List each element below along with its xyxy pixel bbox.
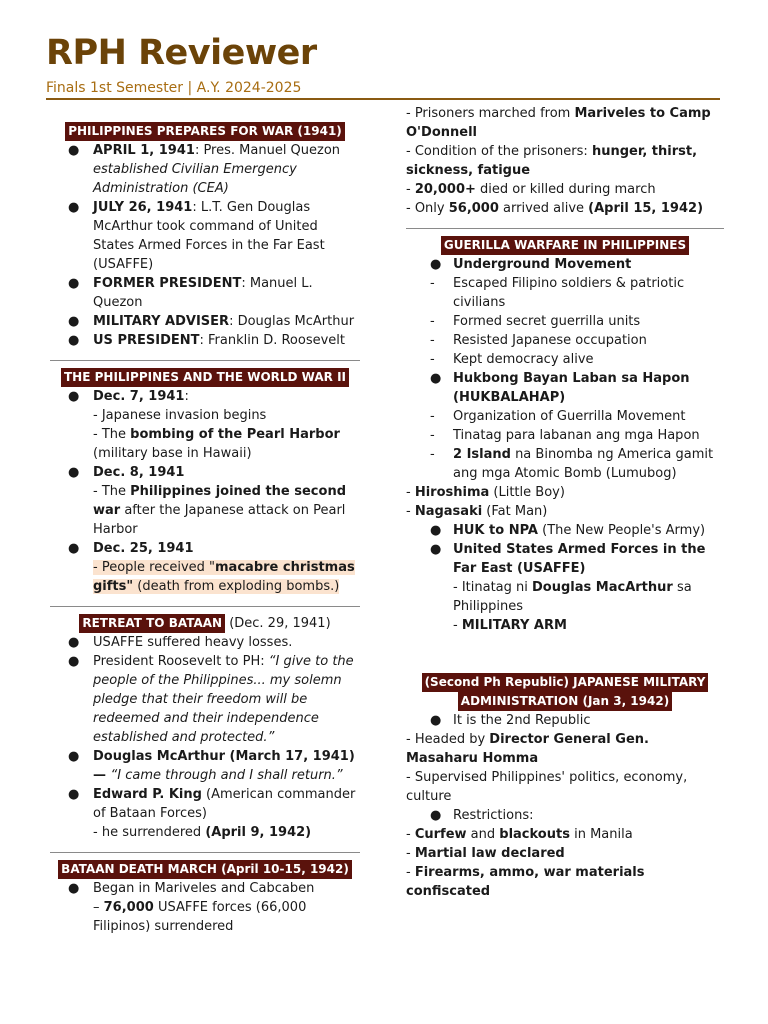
bullet-icon: ● [68, 333, 80, 348]
text-line: - Condition of the prisoners: hunger, thirst, sickness, fatigue [406, 144, 698, 178]
section-heading: BATAAN DEATH MARCH (April 10-15, 1942) [58, 860, 352, 879]
left-column [50, 122, 360, 936]
text-line: - 20,000+ died or killed during march [406, 182, 656, 197]
list-item: ● US PRESIDENT: Franklin D. Roosevelt [68, 333, 346, 348]
text-line: - Curfew and blackouts in Manila [406, 827, 633, 842]
dash-marker: - [430, 276, 435, 291]
section-divider [50, 606, 360, 607]
list-item: - Organization of Guerrilla Movement [430, 409, 686, 424]
bullet-icon: ● [68, 276, 80, 291]
list-item: ● JULY 26, 1941: L.T. Gen Douglas McArthur took command of United States Armed Forces in the Far East (USAFFE) [68, 200, 325, 272]
text-line: - Headed by Director General Gen. Masaharu Homma [406, 732, 649, 766]
header-rule [46, 98, 720, 100]
bullet-icon: ● [68, 389, 80, 404]
bullet-icon: ● [68, 654, 80, 669]
section-heading: (Second Ph Republic) JAPANESE MILITARY [422, 673, 709, 692]
list-item: ● It is the 2nd Republic [430, 713, 591, 728]
list-item: ● Restrictions: [430, 808, 534, 823]
bullet-icon: ● [430, 808, 442, 823]
page-title: RPH Reviewer [46, 33, 317, 73]
section-heading: PHILIPPINES PREPARES FOR WAR (1941) [65, 122, 345, 141]
list-item: ● Dec. 7, 1941: - Japanese invasion begins - The bombing of the Pearl Harbor (military base in Hawaii) [68, 389, 340, 461]
list-item: - Escaped Filipino soldiers & patriotic civilians [430, 276, 685, 310]
list-item: ● United States Armed Forces in the Far East (USAFFE) - Itinatag ni Douglas MacArthur sa Philippines - MILITARY ARM [430, 542, 706, 633]
section-divider [50, 852, 360, 853]
text-line: - Firearms, ammo, war materials confiscated [406, 865, 645, 899]
list-item: - Kept democracy alive [430, 352, 594, 367]
dash-marker: - [430, 333, 435, 348]
section-heading-row [50, 368, 360, 387]
bullet-icon: ● [68, 143, 80, 158]
section-heading-row [50, 122, 360, 141]
list-item: - Tinatag para labanan ang mga Hapon [430, 428, 700, 443]
list-item: - Formed secret guerrilla units [430, 314, 641, 329]
dash-marker: - [430, 409, 435, 424]
bullet-icon: ● [430, 523, 442, 538]
bullet-icon: ● [68, 465, 80, 480]
bullet-icon: ● [430, 371, 442, 386]
list-item: ● Edward P. King (American commander of Bataan Forces) - he surrendered (April 9, 1942) [68, 787, 356, 840]
text-line: - Only 56,000 arrived alive (April 15, 1942) [406, 201, 704, 216]
list-item: - Resisted Japanese occupation [430, 333, 647, 348]
list-item: - 2 Island na Binomba ng America gamit ang mga Atomic Bomb (Lumubog) [430, 447, 714, 481]
bullet-icon: ● [68, 541, 80, 556]
bullet-icon: ● [430, 257, 442, 272]
dash-marker: - [430, 447, 435, 462]
text-line: - Hiroshima (Little Boy) [406, 485, 565, 500]
bullet-icon: ● [68, 749, 80, 764]
list-item: ● USAFFE suffered heavy losses. [68, 635, 293, 650]
text-line: - Nagasaki (Fat Man) [406, 504, 548, 519]
list-item: ● MILITARY ADVISER: Douglas McArthur [68, 314, 355, 329]
section-heading-row [406, 673, 724, 711]
list-item: ● Began in Mariveles and Cabcaben [68, 881, 315, 896]
list-item: ● Underground Movement [430, 257, 632, 272]
list-item: ● FORMER PRESIDENT: Manuel L. Quezon [68, 276, 313, 310]
list-item: ● Dec. 8, 1941 - The Philippines joined the second war after the Japanese attack on Pearl Harbor [68, 465, 347, 537]
page-subtitle: Finals 1st Semester | A.Y. 2024-2025 [46, 80, 302, 96]
bullet-icon: ● [68, 314, 80, 329]
list-item-continuation: – 76,000 USAFFE forces (66,000 Filipinos) surrendered [93, 900, 307, 934]
right-column [406, 104, 724, 901]
dash-marker: - [430, 352, 435, 367]
bullet-icon: ● [68, 787, 80, 802]
list-item: ● President Roosevelt to PH: “I give to the people of the Philippines... my solemn pledge that their freedom will be redeemed and their independence established and protected.” [68, 654, 354, 745]
section-heading: THE PHILIPPINES AND THE WORLD WAR II [61, 368, 349, 387]
list-item: ● Hukbong Bayan Laban sa Hapon (HUKBALAHAP) [430, 371, 690, 405]
dash-marker: - [430, 314, 435, 329]
bullet-icon: ● [68, 881, 80, 896]
section-divider [406, 228, 724, 229]
section-heading-row [406, 236, 724, 255]
section-heading: ADMINISTRATION (Jan 3, 1942) [458, 692, 672, 711]
bullet-icon: ● [430, 542, 442, 557]
bullet-icon: ● [430, 713, 442, 728]
list-item: ● APRIL 1, 1941: Pres. Manuel Quezon established Civilian Emergency Administration (CEA) [68, 143, 341, 196]
list-item: ● Douglas McArthur (March 17, 1941) — “I came through and I shall return.” [68, 749, 355, 783]
text-line: - Prisoners marched from Mariveles to Camp O'Donnell [406, 106, 711, 140]
section-heading: RETREAT TO BATAAN [79, 614, 225, 633]
spacer [406, 635, 724, 673]
list-item: ● Dec. 25, 1941 - People received "macabre christmas gifts" (death from exploding bombs.) [68, 541, 355, 594]
text-line: - Martial law declared [406, 846, 565, 861]
section-divider [50, 360, 360, 361]
text-line: - Supervised Philippines' politics, economy, culture [406, 770, 688, 804]
list-item: ● HUK to NPA (The New People's Army) [430, 523, 706, 538]
bullet-icon: ● [68, 635, 80, 650]
section-heading-row: RETREAT TO BATAAN (Dec. 29, 1941) [50, 614, 360, 633]
bullet-icon: ● [68, 200, 80, 215]
dash-marker: - [430, 428, 435, 443]
section-heading: GUERILLA WARFARE IN PHILIPPINES [441, 236, 689, 255]
section-heading-row [50, 860, 360, 879]
